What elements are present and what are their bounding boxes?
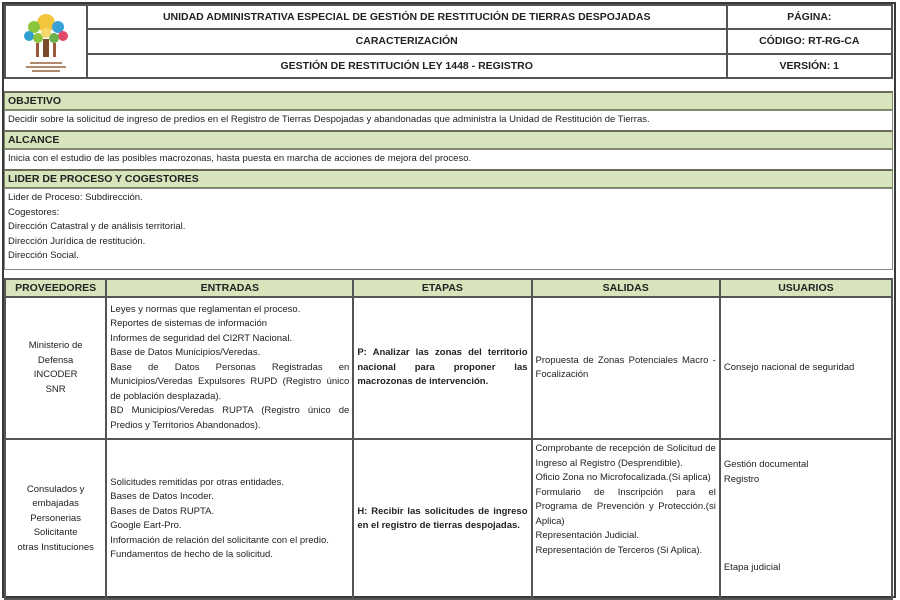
code-label: CÓDIGO: RT-RG-CA — [727, 29, 893, 53]
lider-body — [4, 188, 893, 270]
provider: Solicitante — [33, 527, 78, 539]
user-item: Consejo nacional de seguridad — [723, 361, 855, 373]
version-label: VERSIÓN: 1 — [727, 54, 893, 78]
table-row — [5, 439, 892, 599]
column-header-entradas: ENTRADAS — [106, 279, 353, 297]
table-header-row — [5, 279, 892, 297]
output-item: Oficio Zona no Microfocalizada.(Si aplica) — [535, 472, 711, 483]
user-item: Registro — [723, 473, 760, 485]
lider-heading: LIDER DE PROCESO Y COGESTORES — [4, 169, 893, 188]
document-type: CARACTERIZACIÓN — [87, 29, 727, 53]
column-header-salidas: SALIDAS — [532, 279, 720, 297]
output-item: Formulario de Inscripción para el Programa de Prevención y Protección.(si Aplica) — [535, 486, 716, 527]
input-item: Informes de seguridad del CI2RT Nacional. — [110, 332, 293, 344]
salidas-cell — [532, 439, 720, 599]
document-header — [4, 4, 893, 79]
proveedores-cell — [5, 439, 106, 599]
column-header-etapas: ETAPAS — [353, 279, 531, 297]
input-item: Fundamentos de hecho de la solicitud. — [110, 549, 273, 560]
input-item: Base de Datos Municipios/Veredas. — [110, 347, 261, 359]
input-item: Información de relación del solicitante con el predio. — [110, 534, 329, 546]
input-item: Base de Datos Personas Registradas en Municipios/Veredas Expulsores RUPD (Registro único de población desplazada). — [110, 361, 350, 402]
input-item: Bases de Datos Incoder. — [110, 491, 214, 502]
lider-line: Cogestores: — [8, 206, 60, 218]
provider: INCODER — [33, 369, 78, 380]
provider: otras Instituciones — [17, 541, 94, 553]
page-label: PÁGINA: — [727, 5, 893, 29]
objetivo-heading: OBJETIVO — [4, 91, 893, 110]
institution-title: UNIDAD ADMINISTRATIVA ESPECIAL DE GESTIÓN DE RESTITUCIÓN DE TIERRAS DESPOJADAS — [87, 5, 727, 29]
input-item: Bases de Datos RUPTA. — [110, 505, 215, 517]
provider: Personerias — [30, 512, 81, 524]
objetivo-text: Decidir sobre la solicitud de ingreso de predios en el Registro de Tierras Despojadas y abandonadas que administra la Unidad de Restitución de Tierras. — [4, 110, 893, 131]
salidas-cell — [532, 297, 720, 439]
input-item: Google Eart-Pro. — [110, 520, 182, 531]
lider-line: Dirección Jurídica de restitución. — [8, 235, 146, 247]
alcance-text: Inicia con el estudio de las posibles macrozonas, hasta puesta en marcha de acciones de mejora del proceso. — [4, 149, 893, 170]
objetivo-section — [4, 91, 893, 131]
provider: Consulados y — [26, 483, 85, 495]
column-header-proveedores: PROVEEDORES — [5, 279, 106, 297]
output-item: Representación Judicial. — [535, 530, 640, 541]
characterization-table — [4, 278, 893, 600]
provider: SNR — [45, 383, 66, 395]
provider: embajadas — [32, 498, 79, 510]
column-header-usuarios: USUARIOS — [720, 279, 892, 297]
output-item: Representación de Terceros (Si Aplica). — [535, 544, 703, 556]
logo-cell — [5, 5, 87, 78]
usuarios-cell — [720, 439, 892, 599]
alcance-section — [4, 130, 893, 170]
provider: Ministerio de — [28, 340, 83, 351]
lider-line: Lider de Proceso: Subdirección. — [8, 192, 143, 203]
provider: Defensa — [37, 354, 74, 366]
user-item: Etapa judicial — [723, 562, 781, 573]
proveedores-cell — [5, 297, 106, 439]
process-title: GESTIÓN DE RESTITUCIÓN LEY 1448 - REGISTRO — [87, 54, 727, 78]
input-item: BD Municipios/Veredas RUPTA (Registro único de Predios y Territorios Abandonados). — [110, 405, 350, 431]
lider-line: Dirección Catastral y de análisis territorial. — [8, 221, 186, 232]
entradas-cell — [106, 297, 353, 439]
etapa-cell: H: Recibir las solicitudes de ingreso en el registro de tierras despojadas. — [353, 439, 531, 599]
input-item: Leyes y normas que reglamentan el proceso. — [110, 303, 301, 315]
lider-line: Dirección Social. — [8, 250, 79, 261]
alcance-heading: ALCANCE — [4, 130, 893, 149]
entradas-cell — [106, 439, 353, 599]
etapa-cell: P: Analizar las zonas del territorio nacional para proponer las macrozonas de intervención. — [353, 297, 531, 439]
output-item: Propuesta de Zonas Potenciales Macro -Focalización — [535, 354, 716, 380]
input-item: Reportes de sistemas de información — [110, 318, 268, 330]
user-item: Gestión documental — [723, 459, 809, 470]
lider-section — [4, 169, 893, 270]
output-item: Comprobante de recepción de Solicitud de Ingreso al Registro (Desprendible). — [535, 443, 716, 469]
table-row — [5, 297, 892, 439]
urt-logo-icon — [16, 9, 76, 75]
usuarios-cell — [720, 297, 892, 439]
input-item: Solicitudes remitidas por otras entidades. — [110, 476, 284, 488]
